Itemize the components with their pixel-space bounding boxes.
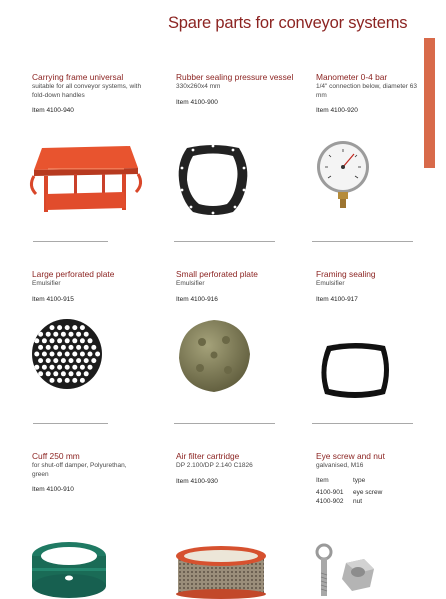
- product-small-perforated-plate: [176, 269, 288, 304]
- product-description: galvanised, M16: [316, 462, 364, 469]
- product-item-number: Item 4100-916: [176, 295, 218, 303]
- product-name: Eye screw and nut: [316, 451, 385, 461]
- framing-sealing-image: [315, 340, 393, 402]
- table-header-type: type: [353, 476, 366, 484]
- table-row: [316, 488, 428, 497]
- table-row: [316, 497, 428, 506]
- product-rubber-sealing: [176, 72, 294, 107]
- rubber-sealing-image: [173, 140, 253, 218]
- product-description: Emulsifier: [32, 280, 61, 287]
- air-filter-image: [174, 542, 268, 599]
- manometer-image: [316, 140, 372, 212]
- product-name: Small perforated plate: [176, 269, 258, 279]
- product-name: Framing sealing: [316, 269, 376, 279]
- product-description: suitable for all conveyor systems, with fold-down handles: [32, 83, 142, 99]
- product-manometer: [316, 72, 428, 115]
- product-item-number: Item 4100-915: [32, 295, 74, 303]
- divider: [312, 423, 413, 424]
- product-item-number: Item 4100-920: [316, 107, 358, 115]
- product-name: Rubber sealing pressure vessel: [176, 72, 294, 82]
- table-cell-type: nut: [353, 497, 363, 505]
- product-description: DP 2.100/DP 2.140 C1826: [176, 462, 253, 469]
- product-name: Cuff 250 mm: [32, 451, 80, 461]
- product-item-number: Item 4100-917: [316, 295, 358, 303]
- large-perforated-plate-image: [31, 318, 103, 390]
- product-item-number: Item 4100-910: [32, 486, 74, 494]
- product-item-number: Item 4100-900: [176, 98, 218, 106]
- product-name: Manometer 0-4 bar: [316, 72, 388, 82]
- table-header-item: Item: [316, 476, 329, 484]
- carrying-frame-image: [30, 138, 142, 216]
- divider: [33, 241, 108, 242]
- product-item-number: Item 4100-940: [32, 107, 74, 115]
- product-name: Carrying frame universal: [32, 72, 124, 82]
- table-cell-type: eye screw: [353, 488, 383, 496]
- product-eye-screw: [316, 451, 428, 506]
- product-item-number: Item 4100-930: [176, 477, 218, 485]
- divider: [174, 423, 275, 424]
- product-description: for shut-off damper, Polyurethan, green: [32, 462, 127, 478]
- product-description: 330x260x4 mm: [176, 83, 221, 90]
- product-framing-sealing: [316, 269, 428, 304]
- product-description: Emulsifier: [316, 280, 345, 287]
- eye-screw-and-nut-image: [312, 543, 380, 599]
- page-title: Spare parts for conveyor systems: [168, 14, 408, 32]
- table-header: [316, 476, 428, 485]
- side-tab-label: Spare parts and wear parts: [436, 57, 445, 149]
- small-perforated-plate-image: [176, 318, 252, 394]
- product-description: Emulsifier: [176, 280, 205, 287]
- product-name: Large perforated plate: [32, 269, 115, 279]
- product-name: Air filter cartridge: [176, 451, 240, 461]
- product-air-filter: [176, 451, 288, 486]
- eye-screw-table: [316, 476, 428, 506]
- table-cell-item: 4100-901: [316, 488, 344, 496]
- product-cuff: [32, 451, 144, 494]
- cuff-image: [30, 538, 108, 599]
- divider: [312, 241, 413, 242]
- table-cell-item: 4100-902: [316, 497, 344, 505]
- product-description: 1/4" connection below, diameter 63 mm: [316, 83, 417, 99]
- divider: [33, 423, 108, 424]
- divider: [174, 241, 275, 242]
- product-carrying-frame: [32, 72, 144, 115]
- product-large-perforated-plate: [32, 269, 144, 304]
